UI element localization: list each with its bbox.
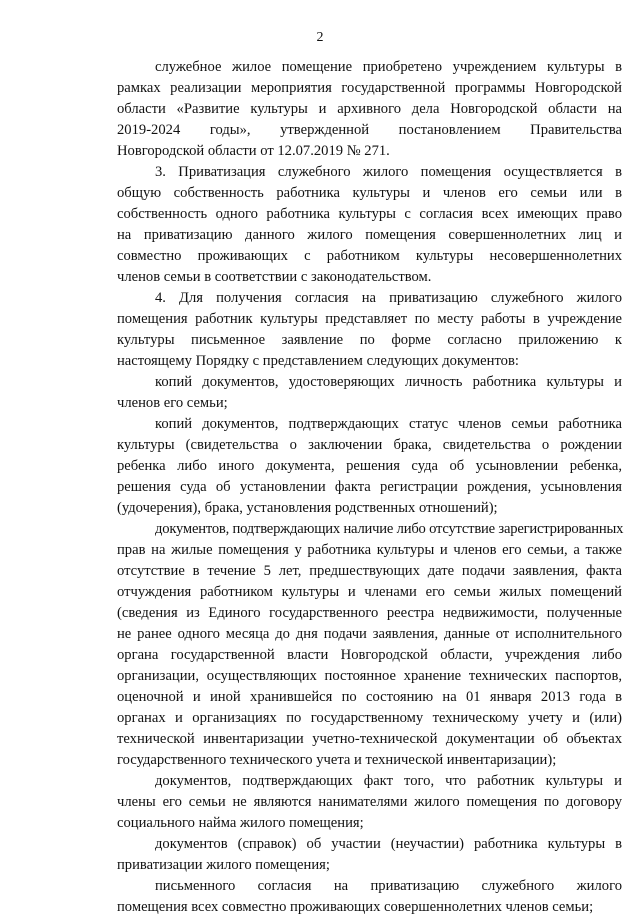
text-line: технической инвентаризации учетно-технической документации об объектах: [117, 731, 622, 747]
text-line: органах и организациях по государственному техническому учету и (или): [117, 710, 622, 726]
text-line: на приватизацию данного жилого помещения совершеннолетних лиц и: [117, 227, 622, 243]
text-line: области «Развитие культуры и архивного дела Новгородской области на: [117, 101, 622, 117]
text-line: культуры письменное заявление по форме согласно приложению к: [117, 332, 622, 348]
text-line: 3. Приватизация служебного жилого помещения осуществляется в: [155, 164, 622, 180]
text-line: помещения работник культуры представляет по месту работы в учреждение: [117, 311, 622, 327]
text-line: служебное жилое помещение приобретено учреждением культуры в: [155, 59, 622, 75]
page-number: 2: [316, 30, 324, 45]
text-line: помещения всех совместно проживающих совершеннолетних членов семьи;: [117, 899, 594, 915]
text-line: (сведения из Единого государственного реестра недвижимости, полученные: [117, 605, 622, 621]
text-line: социального найма жилого помещения;: [117, 815, 364, 831]
text-line: настоящему Порядку с представлением следующих документов:: [117, 353, 519, 369]
text-line: оценочной и иной хранившейся по состоянию на 01 января 2013 года в: [117, 689, 622, 705]
text-line: 2019-2024 годы», утвержденной постановлением Правительства: [117, 122, 622, 138]
text-line: общую собственность работника культуры и членов его семьи или в: [117, 185, 622, 201]
text-line: совместно проживающих с работником культуры несовершеннолетних: [117, 248, 622, 264]
text-line: копий документов, подтверждающих статус членов семьи работника: [155, 416, 622, 432]
text-line: документов (справок) об участии (неучастии) работника культуры в: [155, 836, 622, 852]
text-line: отчуждения работником культуры и членами его семьи жилых помещений: [117, 584, 622, 600]
text-line: государственного технического учета и технической инвентаризации);: [117, 752, 557, 768]
text-line: письменного согласия на приватизацию служебного жилого: [155, 878, 622, 894]
text-line: не ранее одного месяца до дня подачи заявления, данные от исполнительного: [117, 626, 622, 642]
text-line: приватизации жилого помещения;: [117, 857, 330, 873]
text-line: копий документов, удостоверяющих личность работника культуры и: [155, 374, 622, 390]
text-line: членов его семьи;: [117, 395, 228, 411]
body-text: [117, 57, 622, 918]
text-line: прав на жилые помещения у работника культуры и членов его семьи, а также: [117, 542, 622, 558]
text-line: Новгородской области от 12.07.2019 № 271.: [117, 143, 390, 159]
text-line: (удочерения), брака, установления родственных отношений);: [117, 500, 498, 516]
text-line: отсутствие в течение 5 лет, предшествующих дате подачи заявления, факта: [117, 563, 622, 579]
text-line: культуры (свидетельства о заключении брака, свидетельства о рождении: [117, 437, 622, 453]
text-line: 4. Для получения согласия на приватизацию служебного жилого: [155, 290, 622, 306]
text-line: документов, подтверждающих факт того, что работник культуры и: [155, 773, 622, 789]
text-line: решения суда об установлении факта регистрации рождения, усыновления: [117, 479, 622, 495]
text-line: собственность одного работника культуры с согласия всех имеющих право: [117, 206, 622, 222]
text-line: организации, осуществляющих постоянное хранение технических паспортов,: [117, 668, 622, 684]
text-line: члены его семьи не являются нанимателями жилого помещения по договору: [117, 794, 622, 810]
text-line: органа государственной власти Новгородской области, учреждения либо: [117, 647, 622, 663]
text-line: ребенка либо иного документа, решения суда об усыновлении ребенка,: [117, 458, 622, 474]
text-line: членов семьи в соответствии с законодательством.: [117, 269, 432, 285]
text-line: рамках реализации мероприятия государственной программы Новгородской: [117, 80, 622, 96]
text-line: документов, подтверждающих наличие либо отсутствие зарегистрированных: [155, 521, 624, 537]
